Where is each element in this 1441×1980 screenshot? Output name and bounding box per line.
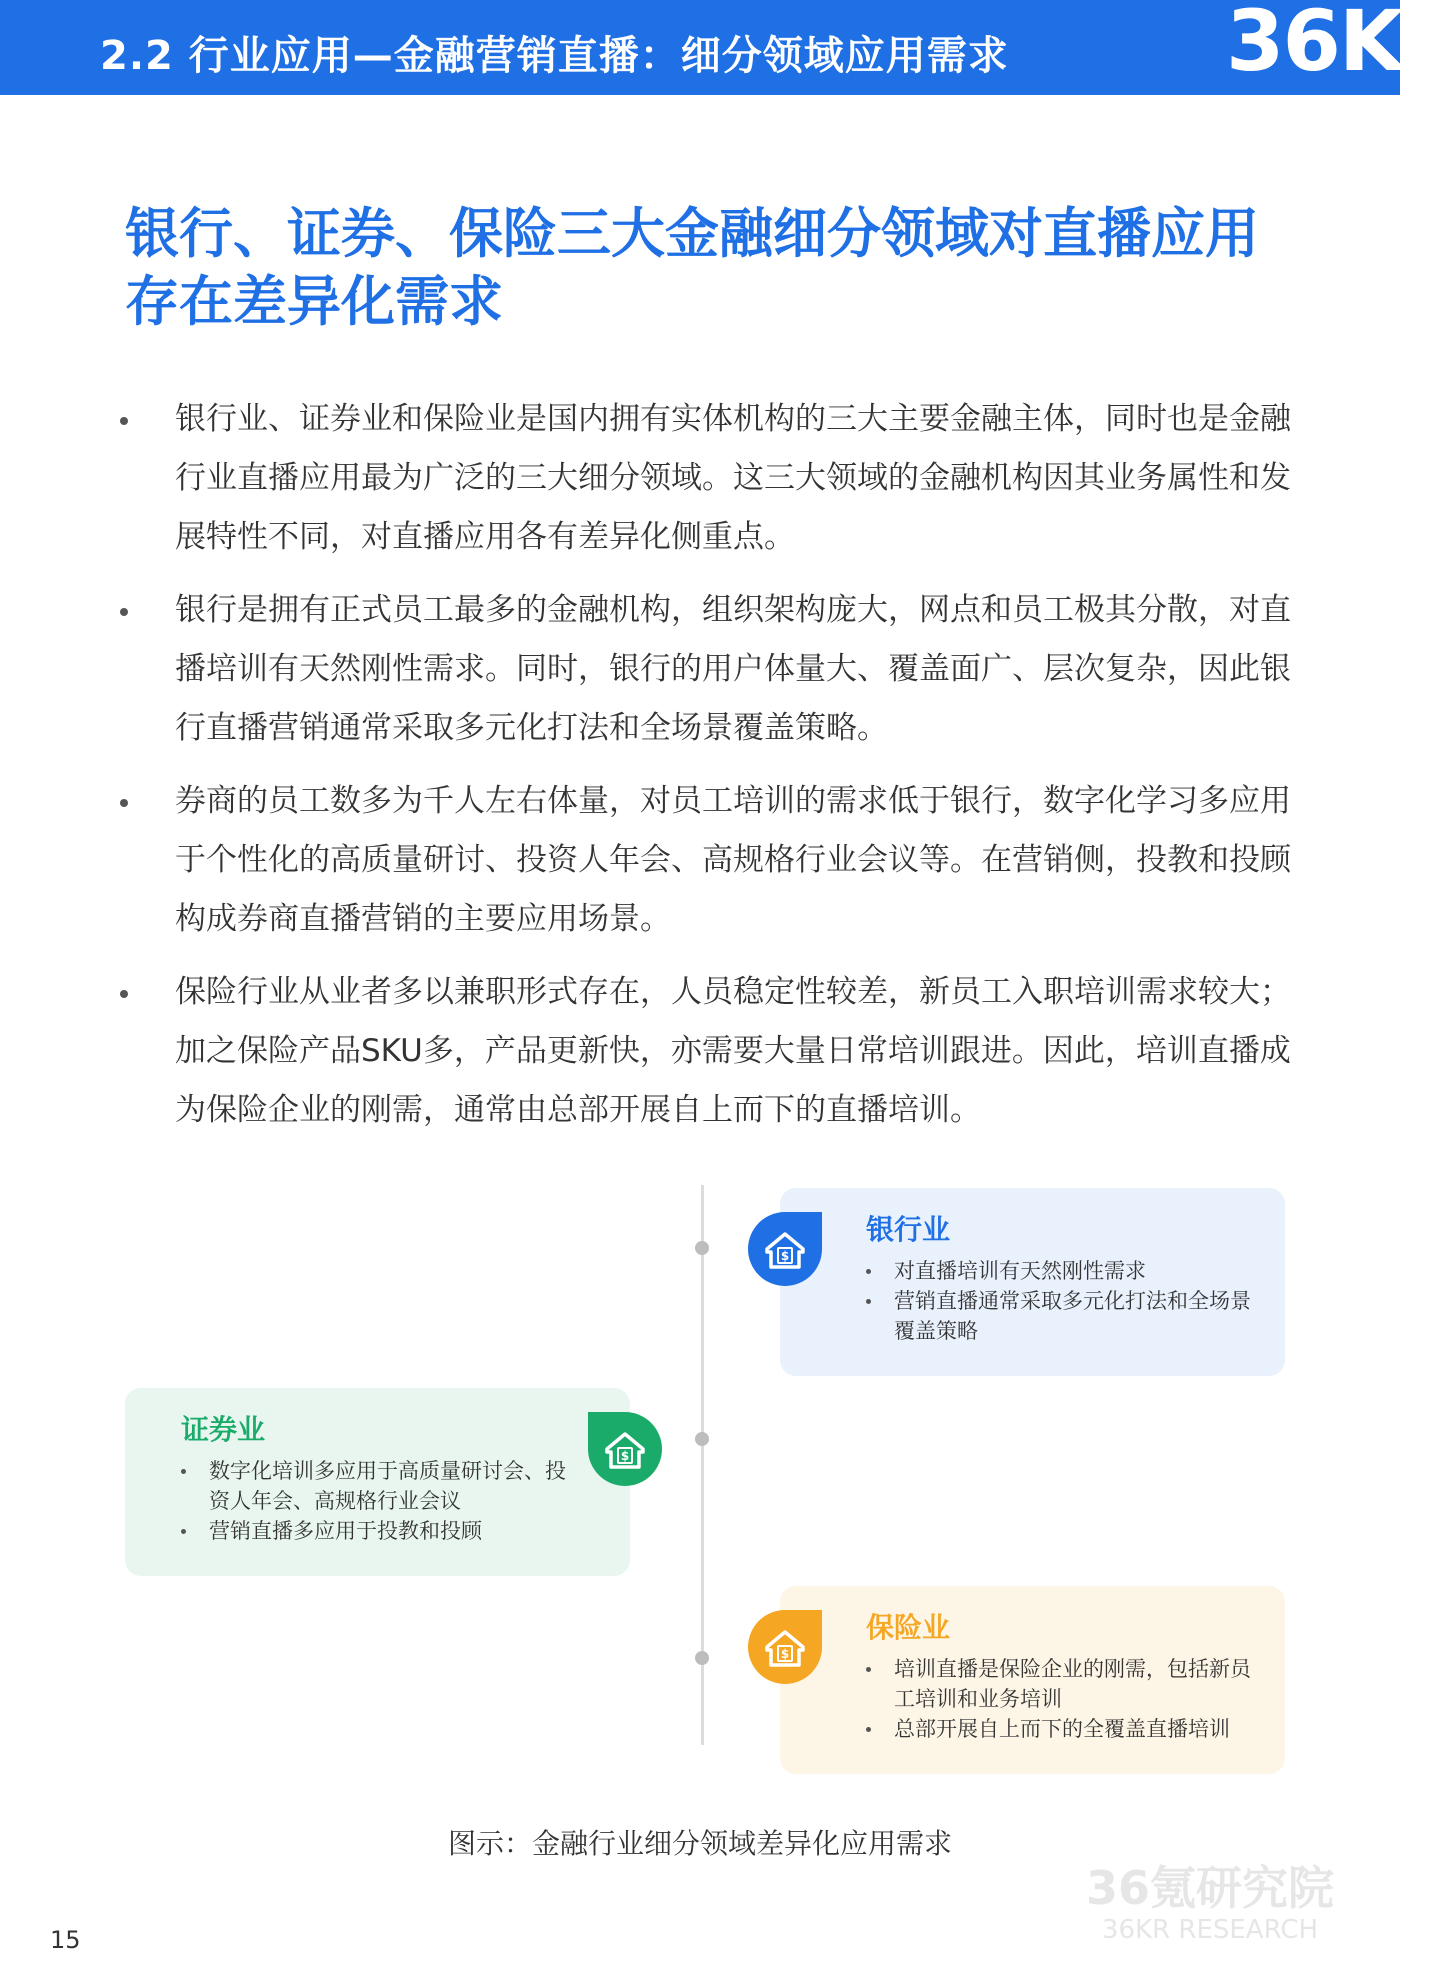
watermark-cn: 36氪研究院	[1085, 1861, 1334, 1915]
card-list-item	[862, 1286, 1252, 1346]
bullet-text: 银行业、证券业和保险业是国内拥有实体机构的三大主要金融主体，同时也是金融行业直播应用最为广泛的三大细分领域。这三大领域的金融机构因其业务属性和发展特性不同，对直播应用各有差异化侧重点。	[175, 401, 1291, 555]
bullet-item	[120, 581, 1300, 758]
card-item-text: 总部开展自上而下的全覆盖直播培训	[894, 1717, 1230, 1741]
card-list-item	[862, 1714, 1252, 1744]
watermark	[1050, 1862, 1370, 1946]
card-list-item	[177, 1516, 567, 1546]
card-list-item	[862, 1654, 1252, 1714]
bullet-dot-icon	[866, 1667, 871, 1672]
svg-text:$: $	[780, 1249, 790, 1263]
bullet-text: 银行是拥有正式员工最多的金融机构，组织架构庞大，网点和员工极其分散，对直播培训有天然刚性需求。同时，银行的用户体量大、覆盖面广、层次复杂，因此银行直播营销通常采取多元化打法和全场景覆盖策略。	[175, 592, 1291, 746]
house-dollar-icon	[748, 1610, 822, 1684]
page-header	[0, 0, 1441, 95]
bullet-dot-icon	[120, 608, 128, 616]
house-dollar-icon	[748, 1212, 822, 1286]
bullet-dot-icon	[866, 1727, 871, 1732]
bullet-item	[120, 390, 1300, 567]
figure-caption: 图示：金融行业细分领域差异化应用需求	[447, 1827, 952, 1860]
bullet-dot-icon	[120, 990, 128, 998]
card-item-text: 营销直播多应用于投教和投顾	[209, 1519, 482, 1543]
bullet-item	[120, 772, 1300, 949]
logo-text: 36Kr	[1226, 0, 1441, 90]
timeline-dot	[695, 1432, 709, 1446]
house-dollar-icon	[588, 1412, 662, 1486]
watermark-en: 36KR RESEARCH	[1101, 1915, 1319, 1945]
card-item-text: 数字化培训多应用于高质量研讨会、投资人年会、高规格行业会议	[209, 1459, 566, 1513]
bullet-dot-icon	[120, 799, 128, 807]
card-list-item	[862, 1256, 1252, 1286]
bank-card-list	[862, 1256, 1252, 1346]
page-number: 15	[50, 1926, 81, 1954]
bullet-item	[120, 963, 1300, 1140]
insurance-card-title: 保险业	[866, 1611, 951, 1644]
svg-text:$: $	[780, 1647, 790, 1661]
securities-card	[125, 1388, 630, 1576]
bank-card-title: 银行业	[866, 1213, 951, 1246]
card-item-text: 营销直播通常采取多元化打法和全场景覆盖策略	[894, 1289, 1251, 1343]
securities-card-list	[177, 1456, 567, 1546]
36kr-logo	[1220, 0, 1441, 95]
bullet-dot-icon	[120, 417, 128, 425]
bullet-list	[120, 390, 1300, 1154]
bullet-text: 保险行业从业者多以兼职形式存在，人员稳定性较差，新员工入职培训需求较大；加之保险产品SKU多，产品更新快，亦需要大量日常培训跟进。因此，培训直播成为保险企业的刚需，通常由总部开展自上而下的直播培训。	[175, 974, 1291, 1128]
card-item-text: 对直播培训有天然刚性需求	[894, 1259, 1146, 1283]
bullet-text: 券商的员工数多为千人左右体量，对员工培训的需求低于银行，数字化学习多应用于个性化的高质量研讨、投资人年会、高规格行业会议等。在营销侧，投教和投顾构成券商直播营销的主要应用场景。	[175, 783, 1291, 937]
main-title: 银行、证券、保险三大金融细分领域对直播应用存在差异化需求	[125, 202, 1259, 333]
card-item-text: 培训直播是保险企业的刚需，包括新员工培训和业务培训	[894, 1657, 1251, 1711]
card-list-item	[177, 1456, 567, 1516]
bullet-dot-icon	[866, 1299, 871, 1304]
bullet-dot-icon	[181, 1529, 186, 1534]
header-title: 2.2 行业应用—金融营销直播：细分领域应用需求	[100, 33, 1009, 79]
bullet-dot-icon	[866, 1269, 871, 1274]
bank-card	[780, 1188, 1285, 1376]
svg-text:$: $	[620, 1449, 630, 1463]
securities-card-title: 证券业	[181, 1413, 266, 1446]
bullet-dot-icon	[181, 1469, 186, 1474]
insurance-card-list	[862, 1654, 1252, 1744]
timeline-dot	[695, 1651, 709, 1665]
insurance-card	[780, 1586, 1285, 1774]
timeline-dot	[695, 1241, 709, 1255]
